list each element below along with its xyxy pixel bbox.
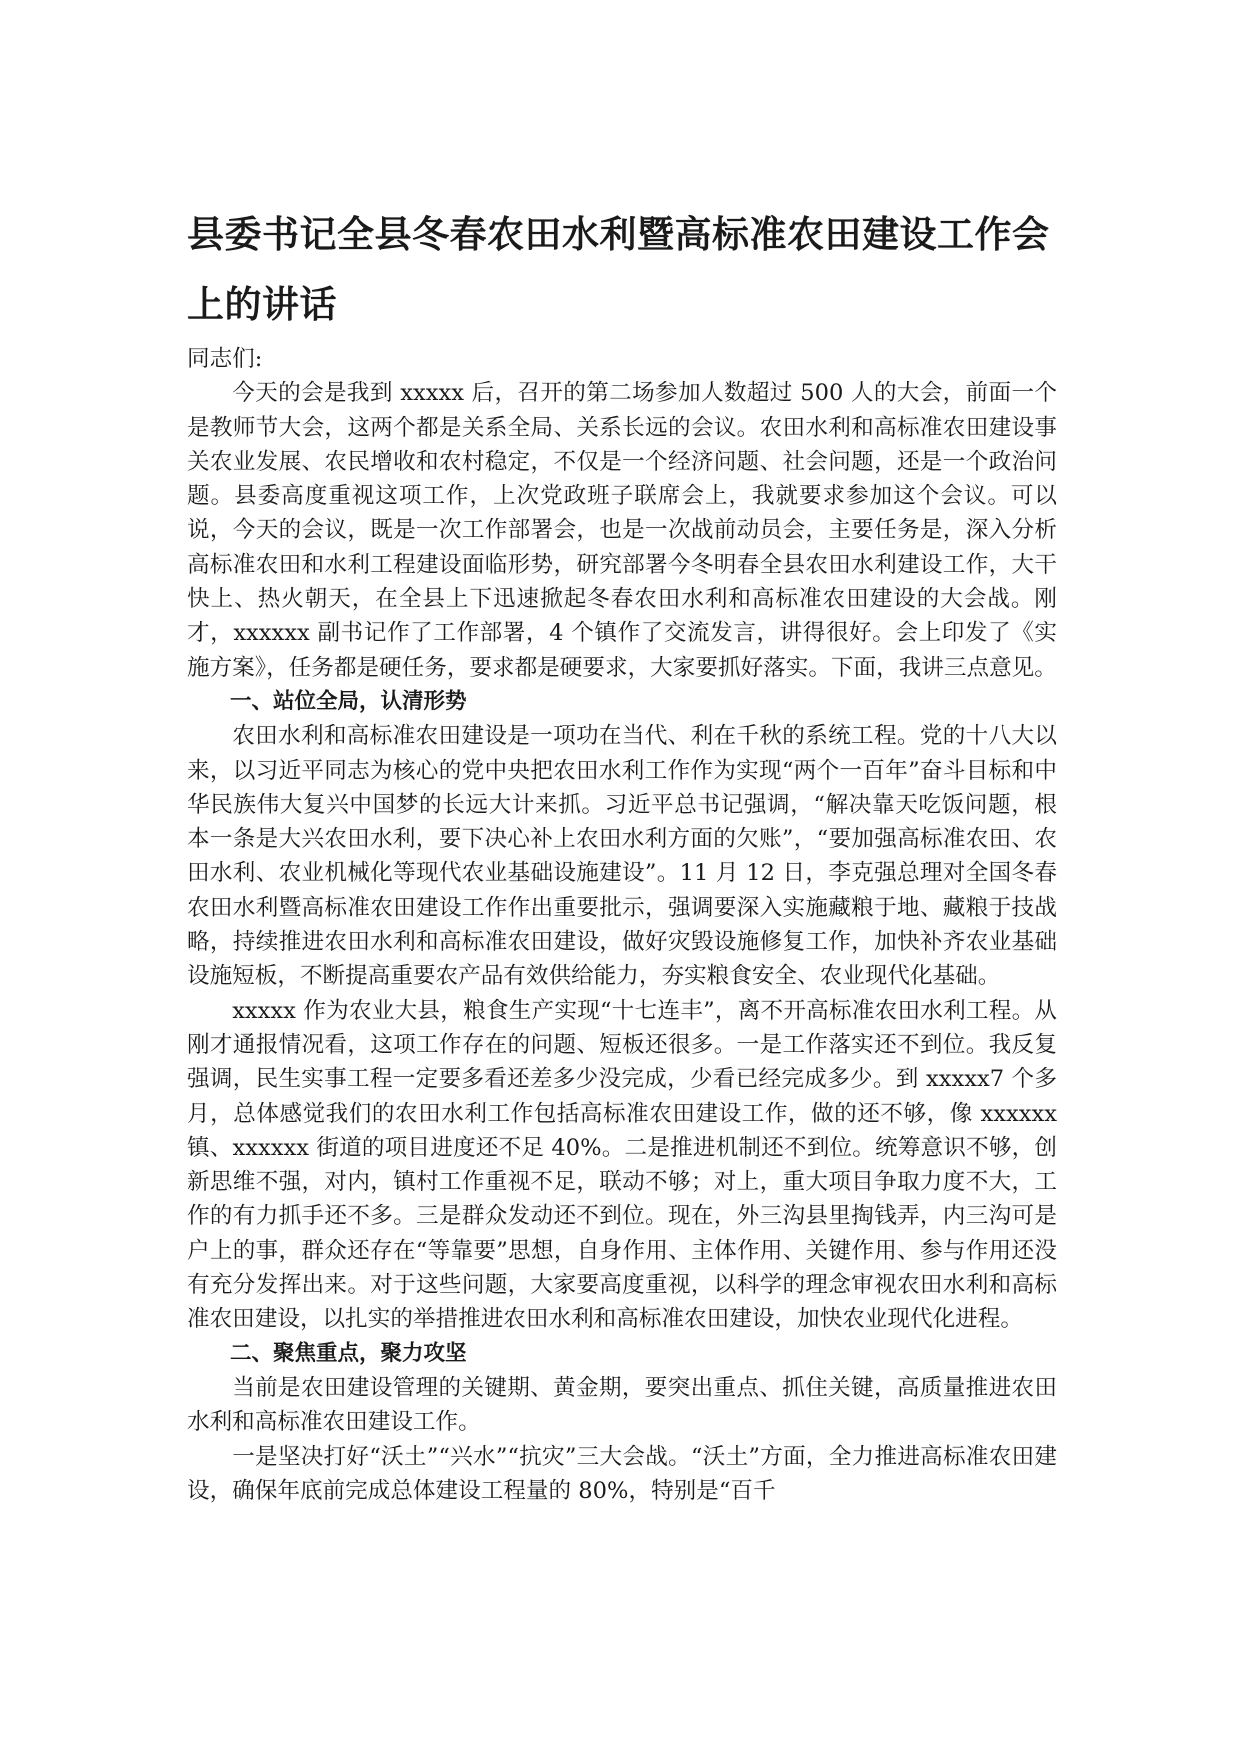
paragraph-significance: 农田水利和高标准农田建设是一项功在当代、利在千秋的系统工程。党的十八大以来，以习近平同志为核心的党中央把农田水利工作作为实现“两个一百年”奋斗目标和中华民族伟大复兴中国梦的长远大计来抓。习近平总书记强调，“解决靠天吃饭问题，根本一条是大兴农田水利，要下决心补上农田水利方面的欠账”，“要加强高标准农田、农田水利、农业机械化等现代农业基础设施建设”。11 月 12 日，李克强总理对全国冬春农田水利暨高标准农田建设工作作出重要批示，强调要深入实施藏粮于地、藏粮于技战略，持续推进农田水利和高标准农田建设，做好灾毁设施修复工作，加快补齐农业基础设施短板，不断提高重要农产品有效供给能力，夯实粮食安全、农业现代化基础。: [187, 723, 1057, 990]
section-heading-2: 二、聚焦重点，聚力攻坚: [230, 1340, 467, 1366]
paragraph-three-campaigns: 一是坚决打好“沃土”“兴水”“抗灾”三大会战。“沃土”方面，全力推进高标准农田建设，确保年底前完成总体建设工程量的 80%，特别是“百千: [187, 1443, 1057, 1504]
document-body: [187, 342, 1057, 1508]
paragraph-focus: 当前是农田建设管理的关键期、黄金期，要突出重点、抓住关键，高质量推进农田水利和高标准农田建设工作。: [187, 1374, 1057, 1436]
document-title: 县委书记全县冬春农田水利暨高标准农田建设工作会上的讲话: [187, 213, 1050, 326]
paragraph-intro: 今天的会是我到 xxxxx 后，召开的第二场参加人数超过 500 人的大会，前面一个是教师节大会，这两个都是关系全局、关系长远的会议。农田水利和高标准农田建设事关农业发展、农民增收和农村稳定，不仅是一个经济问题、社会问题，还是一个政治问题。县委高度重视这项工作，上次党政班子联席会上，我就要求参加这个会议。可以说，今天的会议，既是一次工作部署会，也是一次战前动员会，主要任务是，深入分析高标准农田和水利工程建设面临形势，研究部署今冬明春全县农田水利建设工作，大干快上、热火朝天，在全县上下迅速掀起冬春农田水利和高标准农田建设的大会战。刚才，xxxxxx 副书记作了工作部署，4 个镇作了交流发言，讲得很好。会上印发了《实施方案》，任务都是硬任务，要求都是硬要求，大家要抓好落实。下面，我讲三点意见。: [187, 380, 1057, 681]
paragraph-problems: xxxxx 作为农业大县，粮食生产实现“十七连丰”，离不开高标准农田水利工程。从刚才通报情况看，这项工作存在的问题、短板还很多。一是工作落实还不到位。我反复强调，民生实事工程一定要多看还差多少没完成，少看已经完成多少。到 xxxxx7 个多月，总体感觉我们的农田水利工作包括高标准农田建设工作，做的还不够，像 xxxxxx 镇、xxxxxx 街道的项目进度还不足 40%。二是推进机制还不到位。统筹意识不够，创新思维不强，对内，镇村工作重视不足，联动不够；对上，重大项目争取力度不大，工作的有力抓手还不多。三是群众发动还不到位。现在，外三沟县里掏钱弄，内三沟可是户上的事，群众还存在“等靠要”思想，自身作用、主体作用、关键作用、参与作用还没有充分发挥出来。对于这些问题，大家要高度重视，以科学的理念审视农田水利和高标准农田建设，以扎实的举措推进农田水利和高标准农田建设，加快农业现代化进程。: [187, 997, 1057, 1333]
section-heading-1: 一、站位全局，认清形势: [230, 688, 467, 714]
salutation: 同志们:: [187, 346, 263, 372]
